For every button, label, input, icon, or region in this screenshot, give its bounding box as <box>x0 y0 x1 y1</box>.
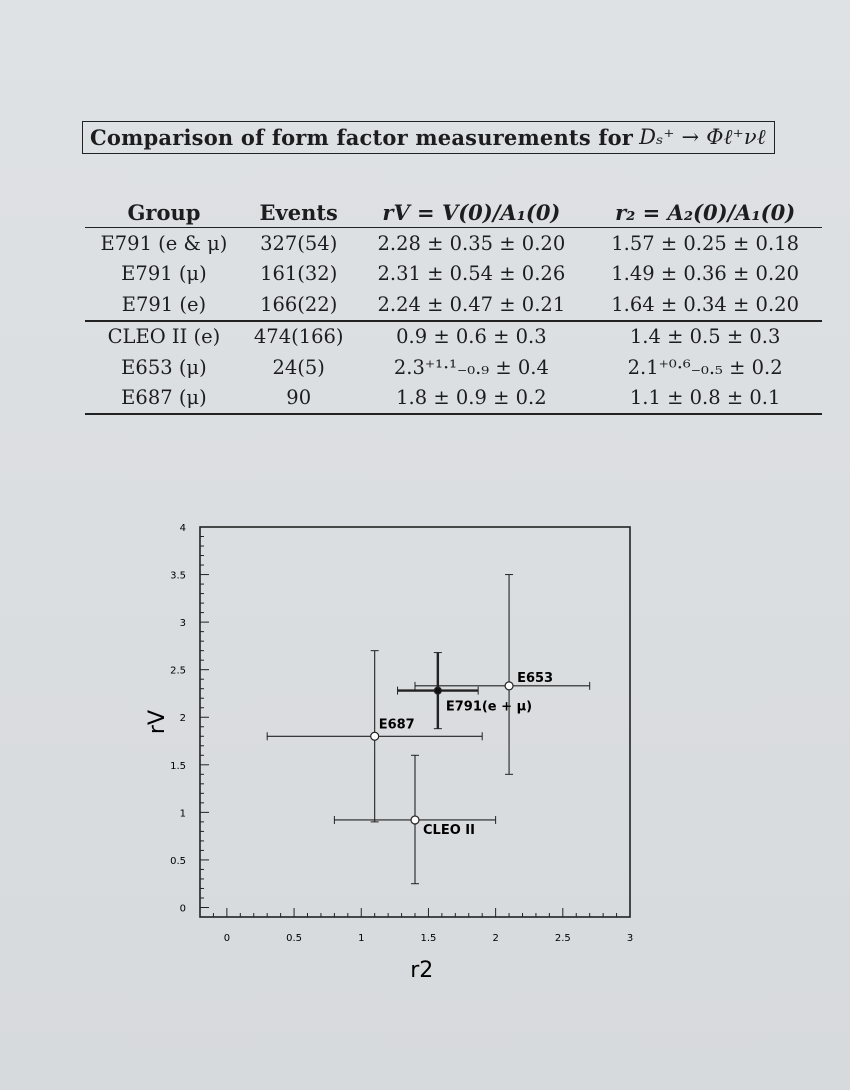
table-row <box>85 228 822 259</box>
cell-rv: 2.3⁺¹·¹₋₀.₉ ± 0.4 <box>393 355 549 379</box>
y-tick-label: 3 <box>179 618 186 630</box>
cell-events: 90 <box>243 383 355 415</box>
table-row <box>85 383 822 415</box>
cell-rv: 2.28 ± 0.35 ± 0.20 <box>377 231 566 255</box>
cell-events: 166(22) <box>260 292 338 316</box>
table-title-math: Dₛ⁺ → Φℓ⁺νℓ <box>639 125 766 149</box>
y-tick-label: 2 <box>179 713 186 725</box>
cell-r2: 1.57 ± 0.25 ± 0.18 <box>611 231 799 255</box>
point-label: CLEO II <box>423 822 475 838</box>
data-point <box>411 816 419 824</box>
cell-events: 24(5) <box>272 355 325 379</box>
x-tick-label: 0.5 <box>286 933 303 944</box>
data-point <box>505 682 513 690</box>
y-tick-label: 3.5 <box>170 570 186 582</box>
y-tick-label: 0 <box>179 903 186 915</box>
y-tick-label: 1.5 <box>170 760 186 772</box>
cell-group: E687 (μ) <box>85 383 243 415</box>
data-point <box>371 732 379 740</box>
table-row <box>85 352 822 383</box>
cell-r2: 2.1⁺⁰·⁶₋₀.₅ ± 0.2 <box>627 355 783 379</box>
table-header-row <box>85 197 822 228</box>
y-tick-label: 1 <box>179 808 186 820</box>
y-axis-label: rV <box>145 709 170 735</box>
point-label: E791(e + μ) <box>445 699 533 715</box>
cell-group: E791 (e) <box>121 292 207 316</box>
x-tick-label: 2 <box>492 933 499 944</box>
point-label: E687 <box>378 717 415 733</box>
table-title-text: Comparison of form factor measurements for <box>90 125 634 150</box>
cell-rv: 0.9 ± 0.6 ± 0.3 <box>355 321 589 353</box>
cell-r2: 1.4 ± 0.5 ± 0.3 <box>588 321 822 353</box>
cell-events: 327(54) <box>260 231 338 255</box>
form-factor-chart <box>140 515 660 985</box>
y-tick-label: 4 <box>179 523 186 534</box>
header-events: Events <box>243 197 355 228</box>
x-tick-label: 1.5 <box>420 933 437 944</box>
header-rv: rV = V(0)/A₁(0) <box>355 197 589 228</box>
cell-group: CLEO II (e) <box>85 321 243 353</box>
table-row <box>85 289 822 321</box>
x-tick-label: 2.5 <box>554 933 571 944</box>
table-row <box>85 321 822 353</box>
cell-events: 474(166) <box>243 321 355 353</box>
y-tick-label: 0.5 <box>170 855 186 867</box>
cell-r2: 1.49 ± 0.36 ± 0.20 <box>611 262 799 286</box>
header-group: Group <box>85 197 243 228</box>
cell-group: E653 (μ) <box>121 355 207 379</box>
cell-r2: 1.1 ± 0.8 ± 0.1 <box>588 383 822 415</box>
form-factor-table <box>85 197 822 415</box>
y-tick-label: 2.5 <box>170 665 186 677</box>
cell-rv: 1.8 ± 0.9 ± 0.2 <box>355 383 589 415</box>
point-label: E653 <box>517 670 554 686</box>
cell-group: E791 (e & μ) <box>100 231 228 255</box>
cell-rv: 2.24 ± 0.47 ± 0.21 <box>377 292 566 316</box>
cell-r2: 1.64 ± 0.34 ± 0.20 <box>611 292 799 316</box>
cell-events: 161(32) <box>260 262 338 286</box>
x-tick-label: 3 <box>626 933 634 944</box>
x-tick-label: 0 <box>223 933 231 944</box>
cell-rv: 2.31 ± 0.54 ± 0.26 <box>377 262 566 286</box>
table-title <box>82 121 775 154</box>
x-axis-label: r2 <box>410 958 434 983</box>
cell-group: E791 (μ) <box>121 262 207 286</box>
table-row <box>85 259 822 290</box>
data-point <box>434 687 441 694</box>
x-tick-label: 1 <box>358 933 365 944</box>
header-r2: r₂ = A₂(0)/A₁(0) <box>588 197 822 228</box>
